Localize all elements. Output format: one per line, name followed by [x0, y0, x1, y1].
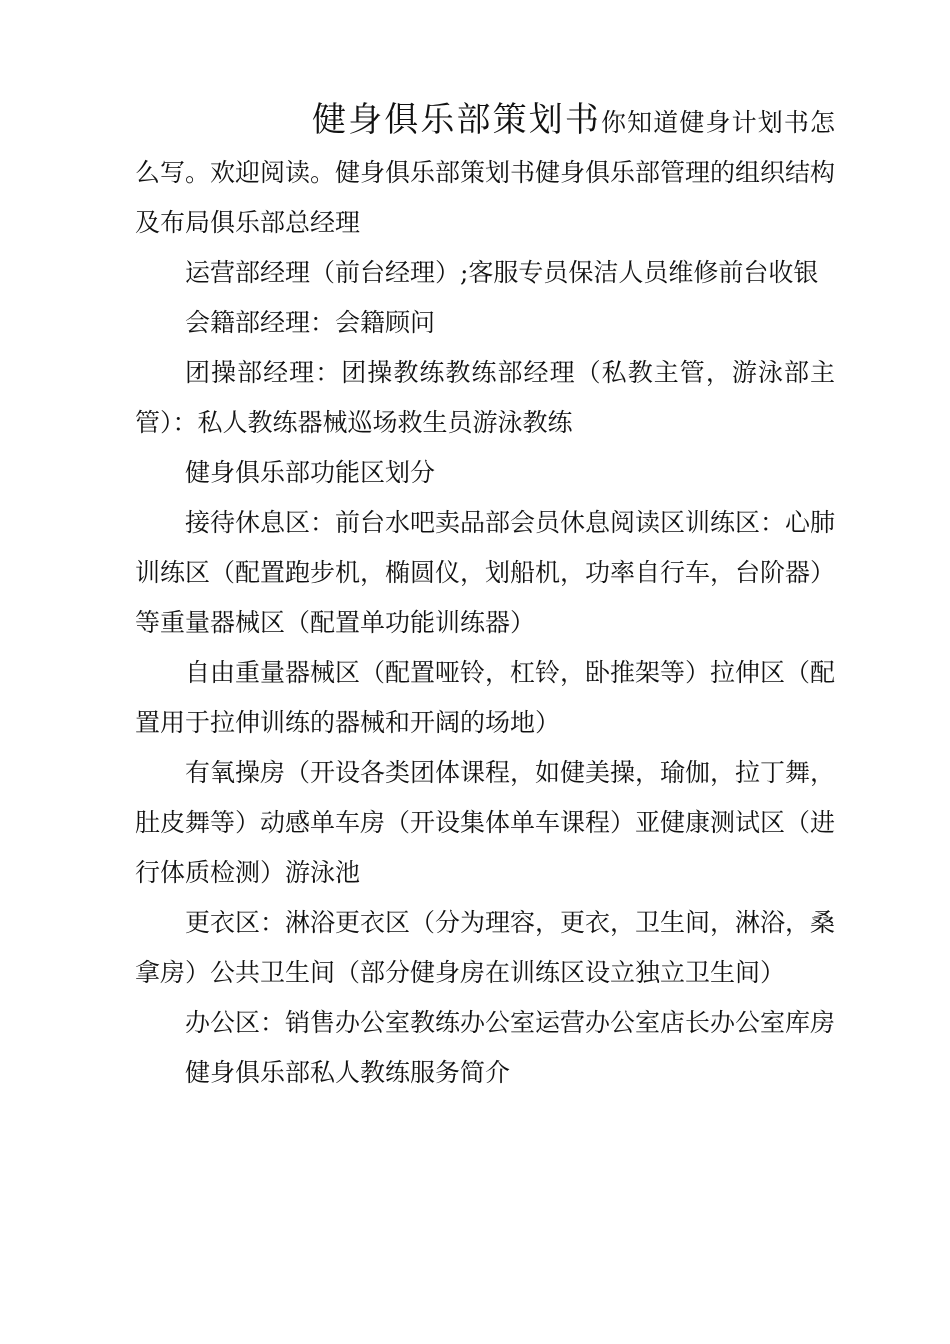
intro-text: 你知道健身计划书怎么写。欢迎阅读。健身俱乐部策划书健身俱乐部管理的组织结构及布局俱乐部总经理: [135, 108, 836, 237]
document-body: [135, 95, 835, 1098]
paragraph-office: 办公区：销售办公室教练办公室运营办公室店长办公室库房: [185, 1008, 836, 1037]
paragraph-operations: 运营部经理（前台经理）;客服专员保洁人员维修前台收银: [185, 258, 819, 287]
paragraph-free-weights: 自由重量器械区（配置哑铃，杠铃，卧推架等）拉伸区（配置用于拉伸训练的器械和开阔的场地）: [135, 658, 836, 737]
paragraph-aerobics: 有氧操房（开设各类团体课程，如健美操，瑜伽，拉丁舞，肚皮舞等）动感单车房（开设集体单车课程）亚健康测试区（进行体质检测）游泳池: [135, 758, 836, 887]
paragraph-group-exercise: 团操部经理：团操教练教练部经理（私教主管，游泳部主管）：私人教练器械巡场救生员游泳教练: [135, 358, 835, 437]
document-title: 健身俱乐部策划书: [312, 100, 601, 140]
title-paragraph: [135, 95, 835, 248]
paragraph-locker-room: 更衣区：淋浴更衣区（分为理容，更衣，卫生间，淋浴，桑拿房）公共卫生间（部分健身房在训练区设立独立卫生间）: [135, 908, 836, 987]
paragraph-membership: 会籍部经理：会籍顾问: [185, 308, 436, 337]
paragraph-personal-training: 健身俱乐部私人教练服务简介: [185, 1058, 511, 1087]
paragraph-reception-area: 接待休息区：前台水吧卖品部会员休息阅读区训练区：心肺训练区（配置跑步机，椭圆仪，划船机，功率自行车，台阶器）等重量器械区（配置单功能训练器）: [135, 508, 836, 637]
paragraph-zone-heading: 健身俱乐部功能区划分: [185, 458, 436, 487]
